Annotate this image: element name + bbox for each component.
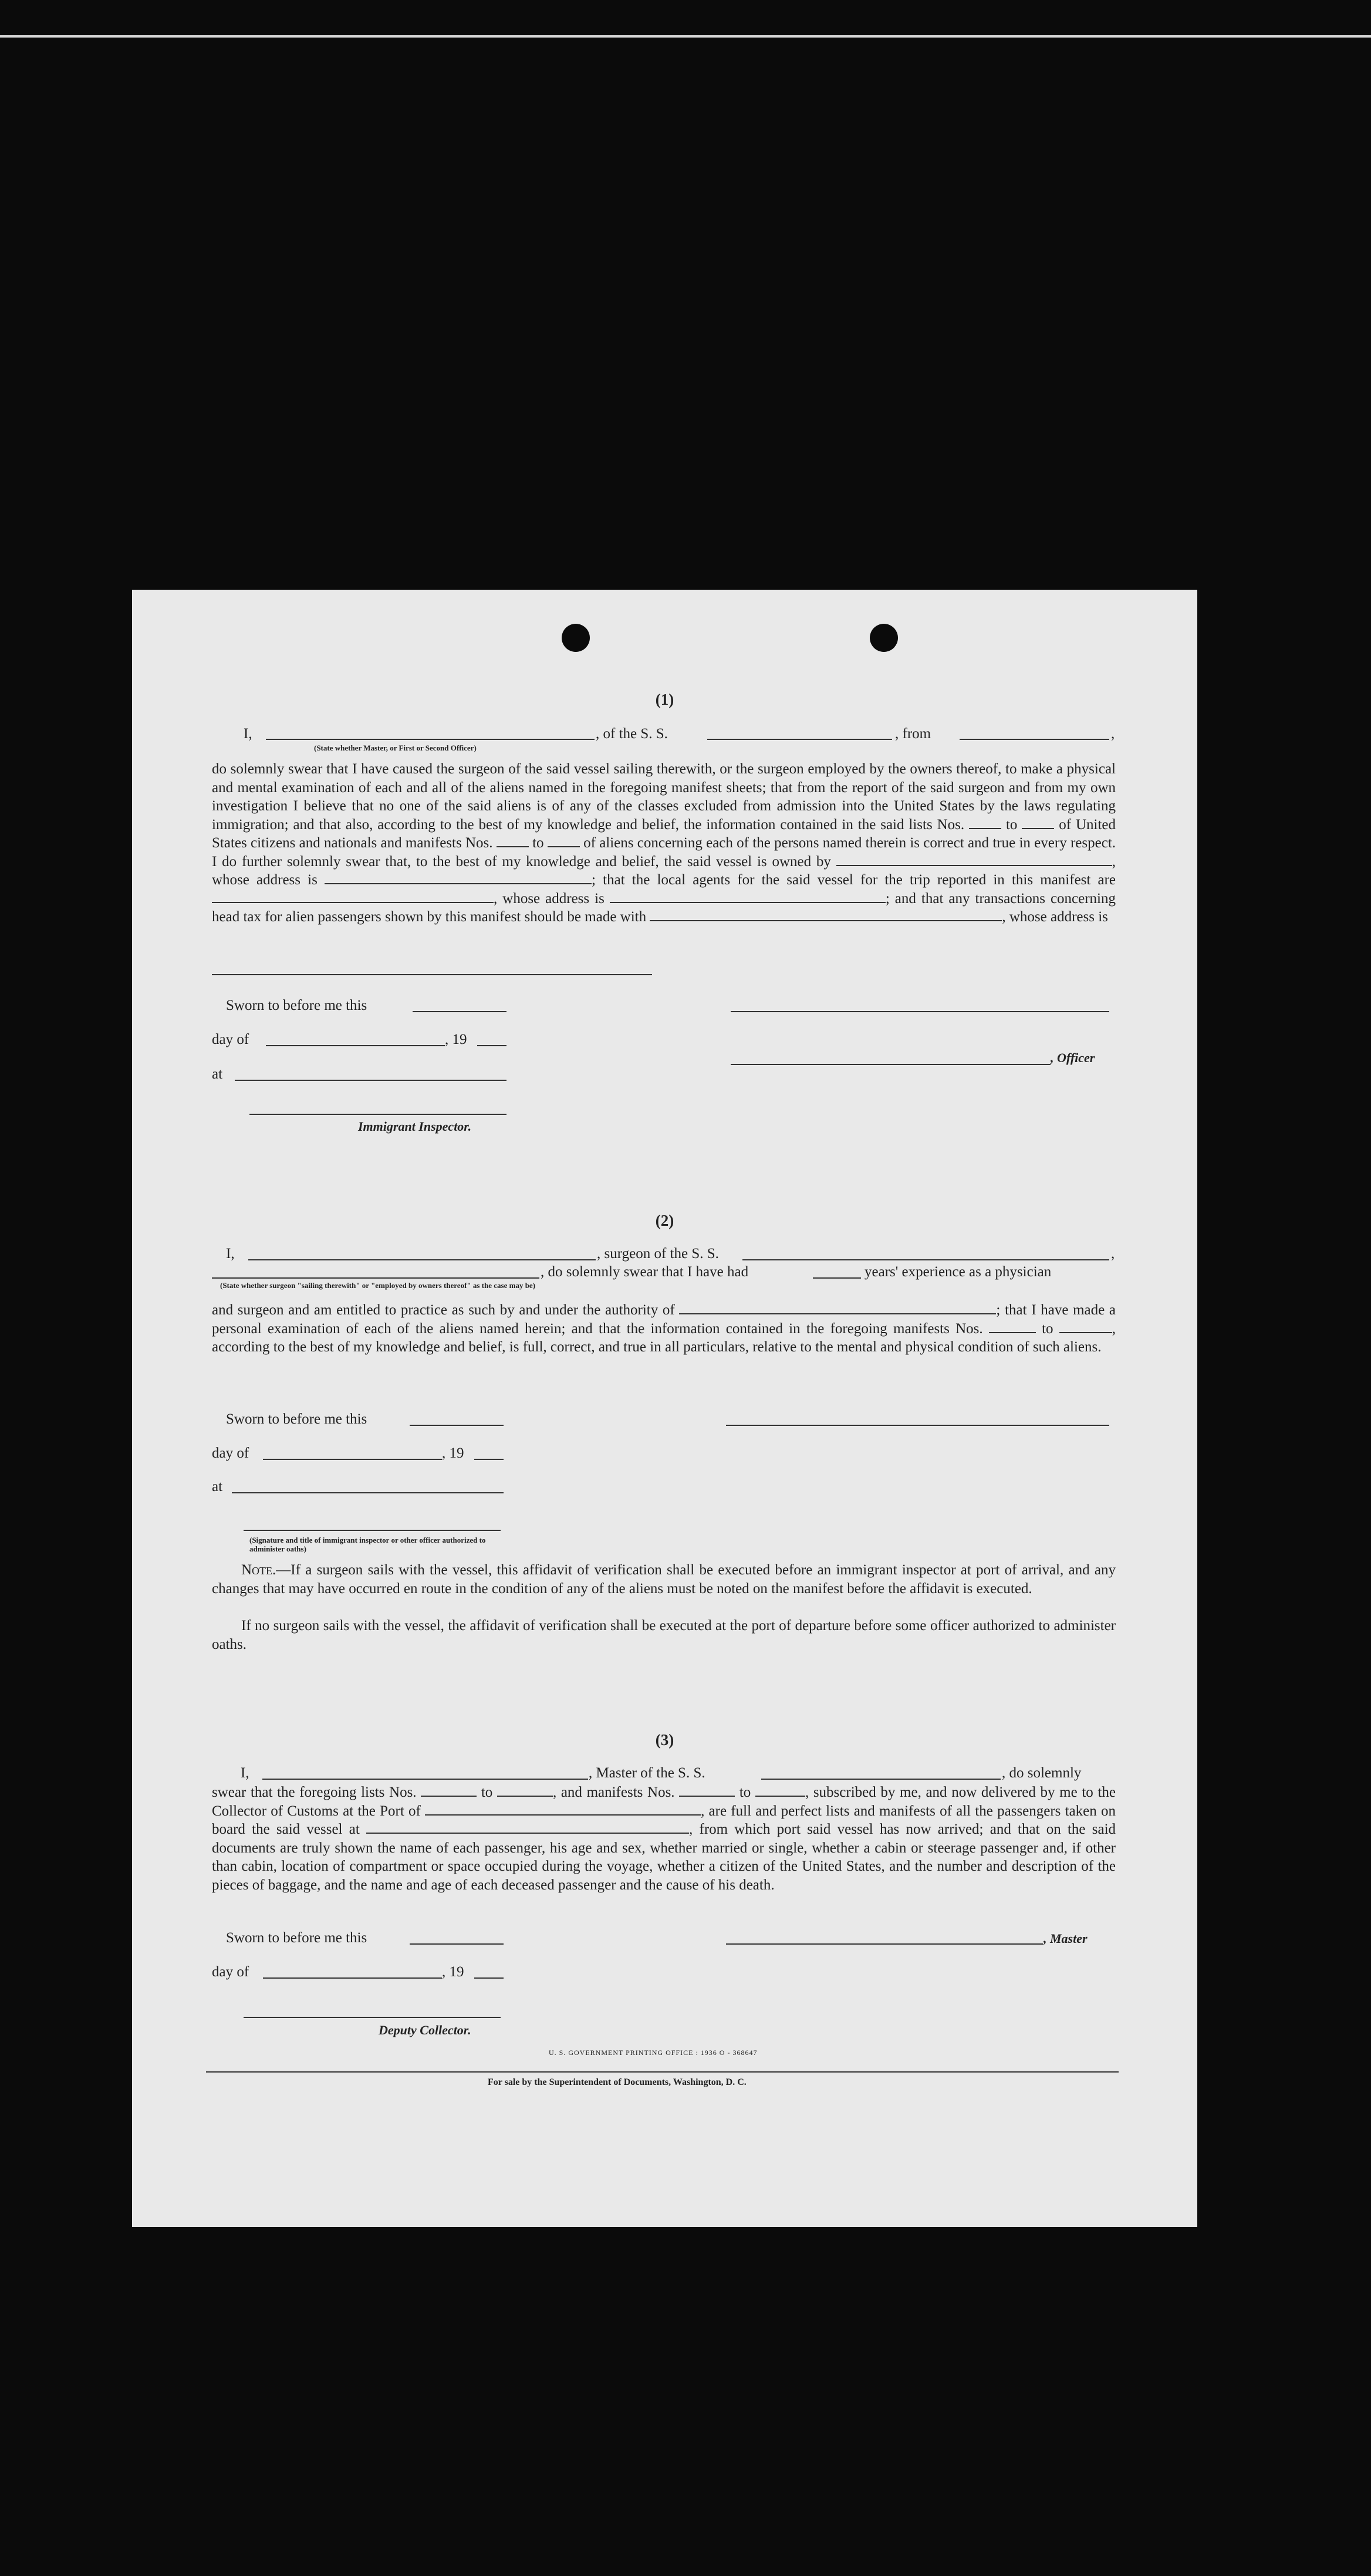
s2-paragraph: and surgeon and am entitled to practice as such by and under the authority of ; that I have made a personal examination of each of the aliens named herein; and that the information contained in the foregoing manifests Nos. to , according to the best of my knowledge and belief, is full, correct, and true in all particulars, relative to the mental and physical condition of such aliens. [212, 1302, 1116, 1355]
s1-day-of: day of [212, 1032, 249, 1047]
s1-address-blank [212, 974, 652, 975]
s2-sworn-blank [410, 1425, 504, 1426]
s3-i: I, [241, 1765, 249, 1781]
s1-sworn-blank [413, 1011, 506, 1012]
section-1-number: (1) [655, 691, 674, 708]
s1-of-ss: , of the S. S. [596, 726, 668, 742]
s1-day-blank [266, 1045, 445, 1046]
s2-years-blank [813, 1277, 861, 1279]
s3-year-blank [474, 1977, 504, 1979]
punch-hole-right [870, 624, 898, 652]
s1-officer-line [731, 1064, 1051, 1065]
s3-deputy: Deputy Collector. [379, 2023, 471, 2037]
s1-i: I, [244, 726, 252, 742]
punch-hole-left [562, 624, 590, 652]
s2-swear: , do solemnly swear that I have had [541, 1264, 749, 1280]
s2-nineteen: , 19 [442, 1445, 464, 1461]
s3-vessel-blank [761, 1779, 1001, 1780]
s2-note: Note.—If a surgeon sails with the vessel, this affidavit of verification shall be executed before an immigrant inspector at port of arrival, and any changes that may have occurred en route in the condition of any of the aliens must be noted on the manifest before the affidavit is executed. [212, 1562, 1116, 1597]
s2-year-blank [474, 1459, 504, 1460]
s1-inspector: Immigrant Inspector. [358, 1119, 472, 1134]
s3-name-blank [262, 1779, 588, 1780]
s1-year-blank [477, 1045, 506, 1046]
s2-at-blank [232, 1492, 504, 1493]
s1-sworn: Sworn to before me this [226, 998, 367, 1013]
s2-vessel-blank [742, 1259, 1109, 1260]
s1-master-note: (State whether Master, or First or Second Officer) [314, 743, 477, 752]
s1-signature-line-1 [731, 1011, 1109, 1012]
s3-collector-line [244, 2017, 501, 2018]
s2-no-surgeon: If no surgeon sails with the vessel, the affidavit of verification shall be executed at the port of departure before some officer authorized to administer oaths. [212, 1618, 1116, 1652]
s2-signature-note: (Signature and title of immigrant inspector or other officer authorized to administer oaths) [249, 1536, 486, 1553]
s3-sworn: Sworn to before me this [226, 1930, 367, 1946]
s2-at: at [212, 1479, 223, 1495]
s2-comma: , [1111, 1246, 1115, 1262]
s2-status-blank [212, 1277, 539, 1279]
section-3-number: (3) [655, 1731, 674, 1749]
gpo-imprint: U. S. GOVERNMENT PRINTING OFFICE : 1936 O - 368647 [549, 2048, 758, 2057]
s3-paragraph: swear that the foregoing lists Nos. to , and manifests Nos. to , subscribed by me, and now delivered by me to the Collector of Customs at the Port of , are full and perfect lists and manifests of all the passengers taken on board the said vessel at , from which port said vessel has now arrived; and that on the said documents are truly shown the name of each passenger, his age and sex, whether married or single, whether a cabin or steerage passenger and, if other than cabin, location of compartment or space occupied during the voyage, whether a citizen of the United States, and the number and description of the pieces of baggage, and the name and age of each deceased passenger and the cause of his death. [212, 1784, 1116, 1893]
s1-from: , from [895, 726, 931, 742]
s3-master-line [726, 1943, 1043, 1945]
s2-i: I, [226, 1246, 235, 1262]
s3-do-solemnly: , do solemnly [1002, 1765, 1082, 1781]
s1-from-blank [960, 739, 1109, 740]
s2-years: years' experience as a physician [865, 1264, 1052, 1280]
s1-paragraph: do solemnly swear that I have caused the surgeon of the said vessel sailing therewith, or the surgeon employed by the owners thereof, to make a physical and mental examination of each and all of the aliens named in the foregoing manifest sheets; that from the report of the said surgeon and from my own investigation I believe that no one of the said aliens is of any of the classes excluded from admission into the United States by the laws regulating immigration; and that also, according to the best of my knowledge and belief, the information contained in the said lists Nos. to of United States citizens and nationals and manifests Nos. to of aliens concerning each of the persons named therein is correct and true in every respect. I do further solemnly swear that, to the best of my knowledge and belief, the said vessel is owned by , whose address is ; that the local agents for the said vessel for the trip reported in this manifest are , whose address is ; and that any transactions concerning head tax for alien passengers shown by this manifest should be made with , whose address is [212, 761, 1116, 925]
for-sale-note: For sale by the Superintendent of Documents, Washington, D. C. [488, 2077, 747, 2087]
s1-nineteen: , 19 [445, 1032, 467, 1047]
form-page [132, 590, 1197, 2227]
s3-nineteen: , 19 [442, 1964, 464, 1980]
s3-day-blank [263, 1977, 442, 1979]
s1-comma: , [1111, 726, 1115, 742]
scan-top-edge [0, 35, 1371, 38]
footer-rule [206, 2071, 1119, 2073]
s2-name-blank [248, 1259, 596, 1260]
s1-inspector-line [249, 1114, 506, 1115]
s3-master: , Master [1044, 1931, 1088, 1946]
s3-day-of: day of [212, 1964, 249, 1980]
s1-vessel-blank [707, 739, 892, 740]
s2-day-blank [263, 1459, 442, 1460]
s3-sworn-blank [410, 1943, 504, 1945]
s2-surgeon-of: , surgeon of the S. S. [597, 1246, 719, 1262]
s3-master-of: , Master of the S. S. [589, 1765, 705, 1781]
s2-sworn: Sworn to before me this [226, 1411, 367, 1427]
s2-inspector-line [244, 1530, 501, 1531]
s1-name-blank [266, 739, 595, 740]
s1-officer: , Officer [1051, 1050, 1095, 1065]
s1-at-blank [235, 1080, 506, 1081]
s2-surgeon-note: (State whether surgeon "sailing therewith" or "employed by owners thereof" as the case may be) [220, 1281, 536, 1290]
section-2-number: (2) [655, 1212, 674, 1229]
s1-at: at [212, 1066, 223, 1082]
s2-day-of: day of [212, 1445, 249, 1461]
s2-signature-line [726, 1425, 1109, 1426]
